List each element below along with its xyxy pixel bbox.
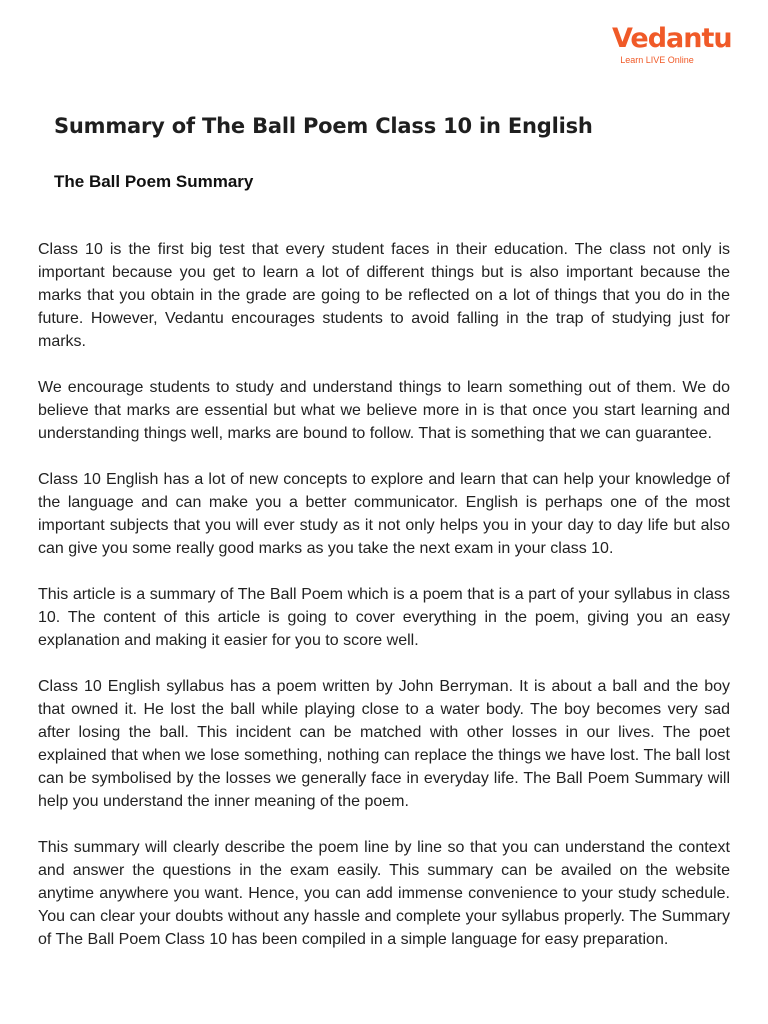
section-heading: The Ball Poem Summary: [54, 172, 254, 191]
logo-tagline: Learn LIVE Online: [620, 55, 694, 65]
paragraph-3: Class 10 English has a lot of new concepts to explore and learn that can help your knowledge of the language and can make you a better communicator. English is perhaps one of the most important subjects that you will ever study as it not only helps you in your day to day life but also can give you some really good marks as you take the next exam in your class 10.: [38, 471, 730, 557]
logo-wordmark: Vedantu: [612, 23, 732, 54]
body-text: [38, 238, 730, 974]
vedantu-logo: [612, 22, 732, 65]
paragraph-2: We encourage students to study and understand things to learn something out of them. We do believe that marks are essential but what we believe more in is that once you start learning and understanding things well, marks are bound to follow. That is something that we can guarantee.: [38, 379, 730, 442]
page-title: Summary of The Ball Poem Class 10 in English: [54, 114, 593, 138]
paragraph-6: This summary will clearly describe the poem line by line so that you can understand the context and answer the questions in the exam easily. This summary can be availed on the website anytime anywhere you want. Hence, you can add immense convenience to your study schedule. You can clear your doubts without any hassle and complete your syllabus properly. The Summary of The Ball Poem Class 10 has been compiled in a simple language for easy preparation.: [38, 839, 730, 948]
paragraph-1: Class 10 is the first big test that every student faces in their education. The class not only is important because you get to learn a lot of different things but is also important because the marks that you obtain in the grade are going to be reflected on a lot of things that you do in the future. However, Vedantu encourages students to avoid falling in the trap of studying just for marks.: [38, 241, 730, 350]
paragraph-4: This article is a summary of The Ball Poem which is a poem that is a part of your syllabus in class 10. The content of this article is going to cover everything in the poem, giving you an easy explanation and making it easier for you to score well.: [38, 586, 730, 649]
paragraph-5: Class 10 English syllabus has a poem written by John Berryman. It is about a ball and the boy that owned it. He lost the ball while playing close to a water body. The boy becomes very sad after losing the ball. This incident can be matched with other losses in our lives. The poet explained that when we lose something, nothing can replace the things we have lost. The ball lost can be symbolised by the losses we generally face in everyday life. The Ball Poem Summary will help you understand the inner meaning of the poem.: [38, 678, 730, 810]
